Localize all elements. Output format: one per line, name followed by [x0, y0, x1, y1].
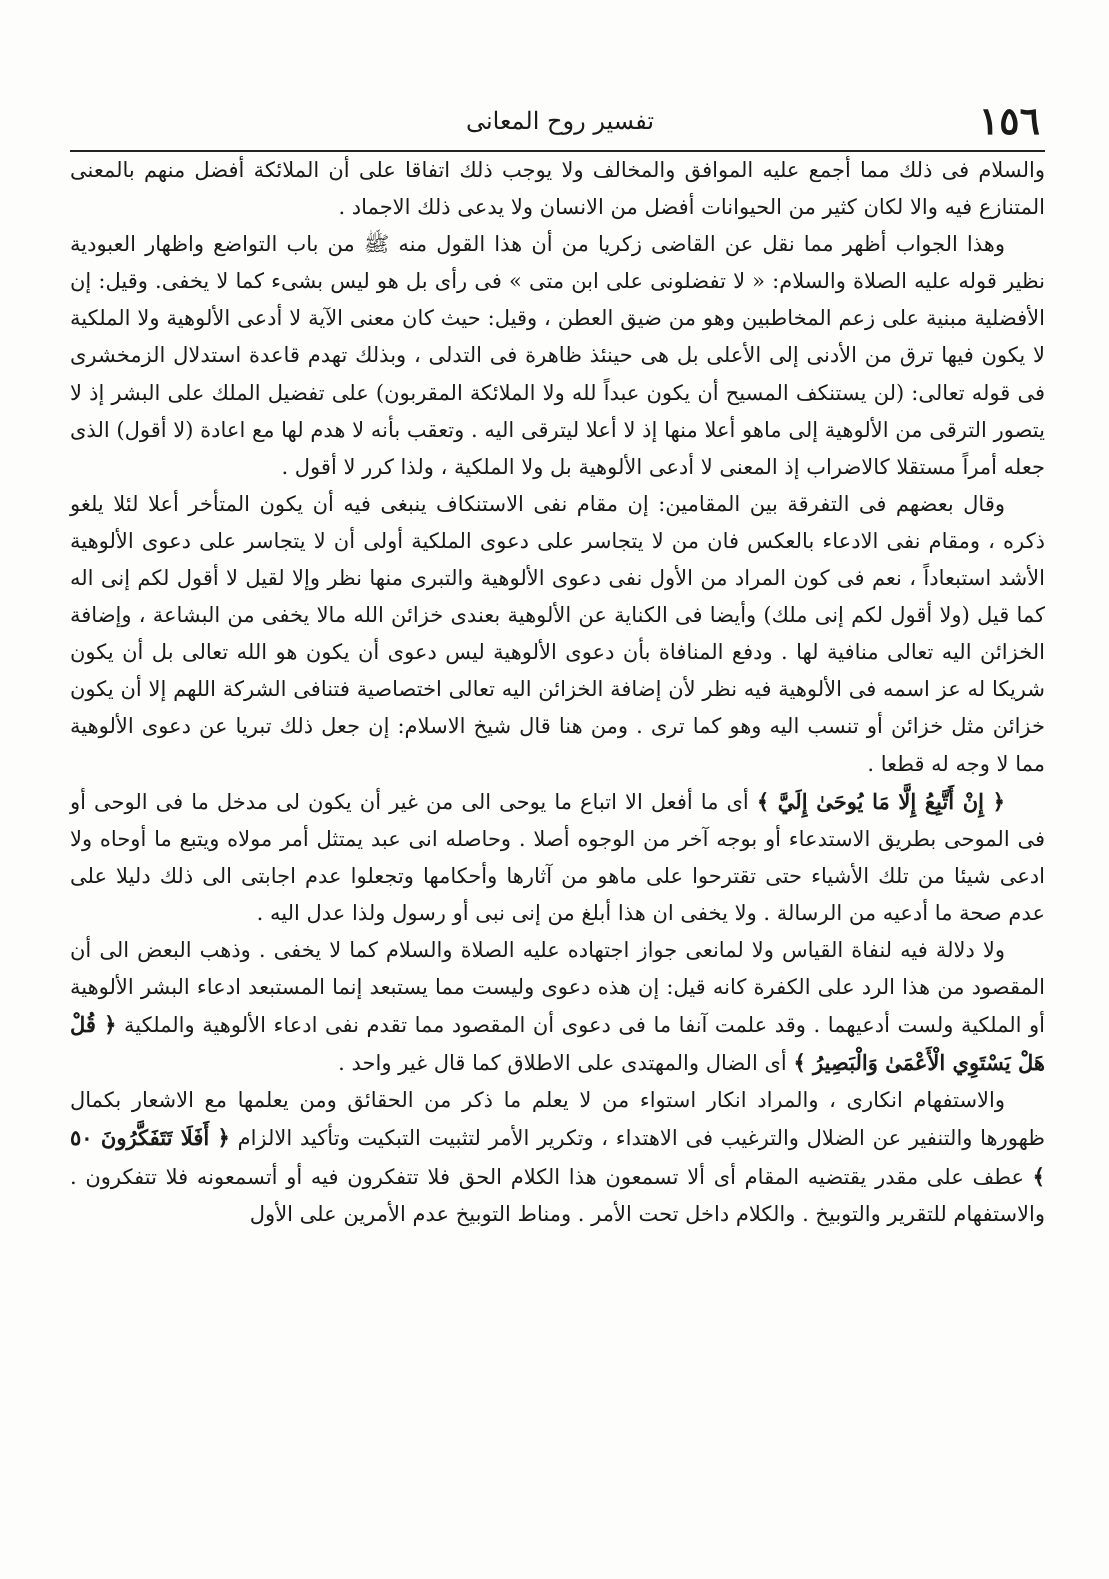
paragraph-text: وهذا الجواب أظهر مما نقل عن القاضى زكريا من أن هذا القول منه ﷺ من باب التواضع واظهار العبودية نظير قوله عليه الصلاة والسلام: « لا تفضلونى على ابن متى » فى رأى بل هو ليس بشىء كما لا يخفى. وقيل: إن الأفضلية مبنية على زعم المخاطبين وهو من ضيق العطن ، وقيل: حيث كان معنى الآية لا أدعى الألوهية ولا الملكية لا يكون فيها ترق من الأدنى إلى الأعلى بل هى حينئذ ظاهرة فى التدلى ، وبذلك تهدم قاعدة استدلال الزمخشرى فى قوله تعالى: (لن يستنكف المسيح أن يكون عبداً لله ولا الملائكة المقربون) على تفضيل الملك على البشر إذ لا يتصور الترقى من الألوهية إلى ماهو أعلا منها إذ لا أعلا ليترقى اليه . وتعقب بأنه لا هدم لها مع اعادة (لا أقول) الذى جعله أمراً مستقلا كالاضراب إذ المعنى لا أدعى الألوهية بل ولا الملكية ، ولذا كرر لا أقول .	[70, 232, 1045, 479]
quran-verse: ﴿ أَفَلَا تَتَفَكَّرُونَ ٥٠ ﴾	[70, 1125, 1045, 1189]
quran-verse: ﴿ إِنْ أَتَّبِعُ إِلَّا مَا يُوحَىٰ إِلَيَّ ﴾	[756, 788, 1005, 814]
paragraph	[70, 932, 1045, 1082]
paragraph-text: أى الضال والمهتدى على الاطلاق كما قال غير واحد .	[338, 1051, 787, 1076]
page-number: ١٥٦	[978, 98, 1040, 143]
running-title: تفسير روح المعانى	[465, 107, 655, 135]
page-body	[70, 152, 1045, 1233]
paragraph-text: ولا دلالة فيه لنفاة القياس ولا لمانعى جواز اجتهاده عليه الصلاة والسلام كما لا يخفى . وذهب البعض الى أن المقصود من هذا الرد على الكفرة كانه قيل: إن هذه دعوى وليست مما يستبعد إنما المستبعد ادعاء البشر الألوهية أو الملكية ولست أدعيهما . وقد علمت آنفا ما فى دعوى أن المقصود مما تقدم نفى ادعاء الألوهية والملكية	[70, 937, 1045, 1038]
paragraph-text: والسلام فى ذلك مما أجمع عليه الموافق والمخالف ولا يوجب ذلك اتفاقا على أن الملائكة أفضل منهم بالمعنى المتنازع فيه والا لكان كثير من الحيوانات أفضل من الانسان ولا يدعى ذلك الاجماد .	[70, 158, 1045, 220]
paragraph-text: وقال بعضهم فى التفرقة بين المقامين: إن مقام نفى الاستنكاف ينبغى فيه أن يكون المتأخر أعلا لئلا يلغو ذكره ، ومقام نفى الادعاء بالعكس فان من لا يتجاسر على دعوى الملكية أولى أن لا يتجاسر على دعوى الألوهية الأشد استبعاداً ، نعم فى كون المراد من الأول نفى دعوى الألوهية والتبرى منها نظر وإلا لقيل لا أقول لكم إنى اله كما قيل (ولا أقول لكم إنى ملك) وأيضا فى الكناية عن الألوهية بعندى خزائن الله مالا يخفى من البشاعة ، وإضافة الخزائن اليه تعالى منافية لها . ودفع المنافاة بأن دعوى الألوهية ليس دعوى أن يكون هو الله تعالى بل أن يكون شريكا له عز اسمه فى الألوهية فيه نظر لأن إضافة الخزائن اليه تعالى اختصاصية فتنافى الشركة اللهم إلا أن يكون خزائن مثل خزائن أو تنسب اليه وهو كما ترى . ومن هنا قال شيخ الاسلام: إن جعل ذلك تبريا عن دعوى الألوهية مما لا وجه له قطعا .	[70, 491, 1045, 776]
paragraph	[70, 226, 1045, 486]
paragraph	[70, 486, 1045, 783]
paragraph	[70, 783, 1045, 932]
quran-verse: ﴿ قُلْ هَلْ يَسْتَوِي الْأَعْمَىٰ وَالْبَصِيرُ ﴾	[70, 1012, 1045, 1076]
page-header	[80, 96, 1040, 146]
paragraph-text: أى ما أفعل الا اتباع ما يوحى الى من غير أن يكون لى مدخل ما فى الوحى أو فى الموحى بطريق الاستدعاء أو بوجه آخر من الوجوه أصلا . وحاصله انى عبد يمتثل أمر مولاه ويتبع ما أوحاه ولا ادعى شيئا من تلك الأشياء حتى تقترحوا على ماهو من آثارها وأحكامها وتجعلوا عدم اجابتى الى ذلك دليلا على عدم صحة ما أدعيه من الرسالة . ولا يخفى ان هذا أبلغ من إنى نبى أو رسول ولذا عدل اليه .	[70, 789, 1045, 925]
paragraph-text: والاستفهام انكارى ، والمراد انكار استواء من لا يعلم ما ذكر من الحقائق ومن يعلمها مع الاشعار بكمال ظهورها والتنفير عن الضلال والترغيب فى الاهتداء ، وتكرير الأمر لتثبيت التبكيت وتأكيد الالزام	[70, 1088, 1045, 1151]
paragraph-text: عطف على مقدر يقتضيه المقام أى ألا تسمعون هذا الكلام الحق فلا تتفكرون فيه أو أتسمعونه فلا تتفكرون . والاستفهام للتقرير والتوبيخ . والكلام داخل تحت الأمر . ومناط التوبيخ عدم الأمرين على الأول	[70, 1164, 1045, 1226]
paragraph	[70, 152, 1045, 226]
paragraph	[70, 1082, 1045, 1232]
